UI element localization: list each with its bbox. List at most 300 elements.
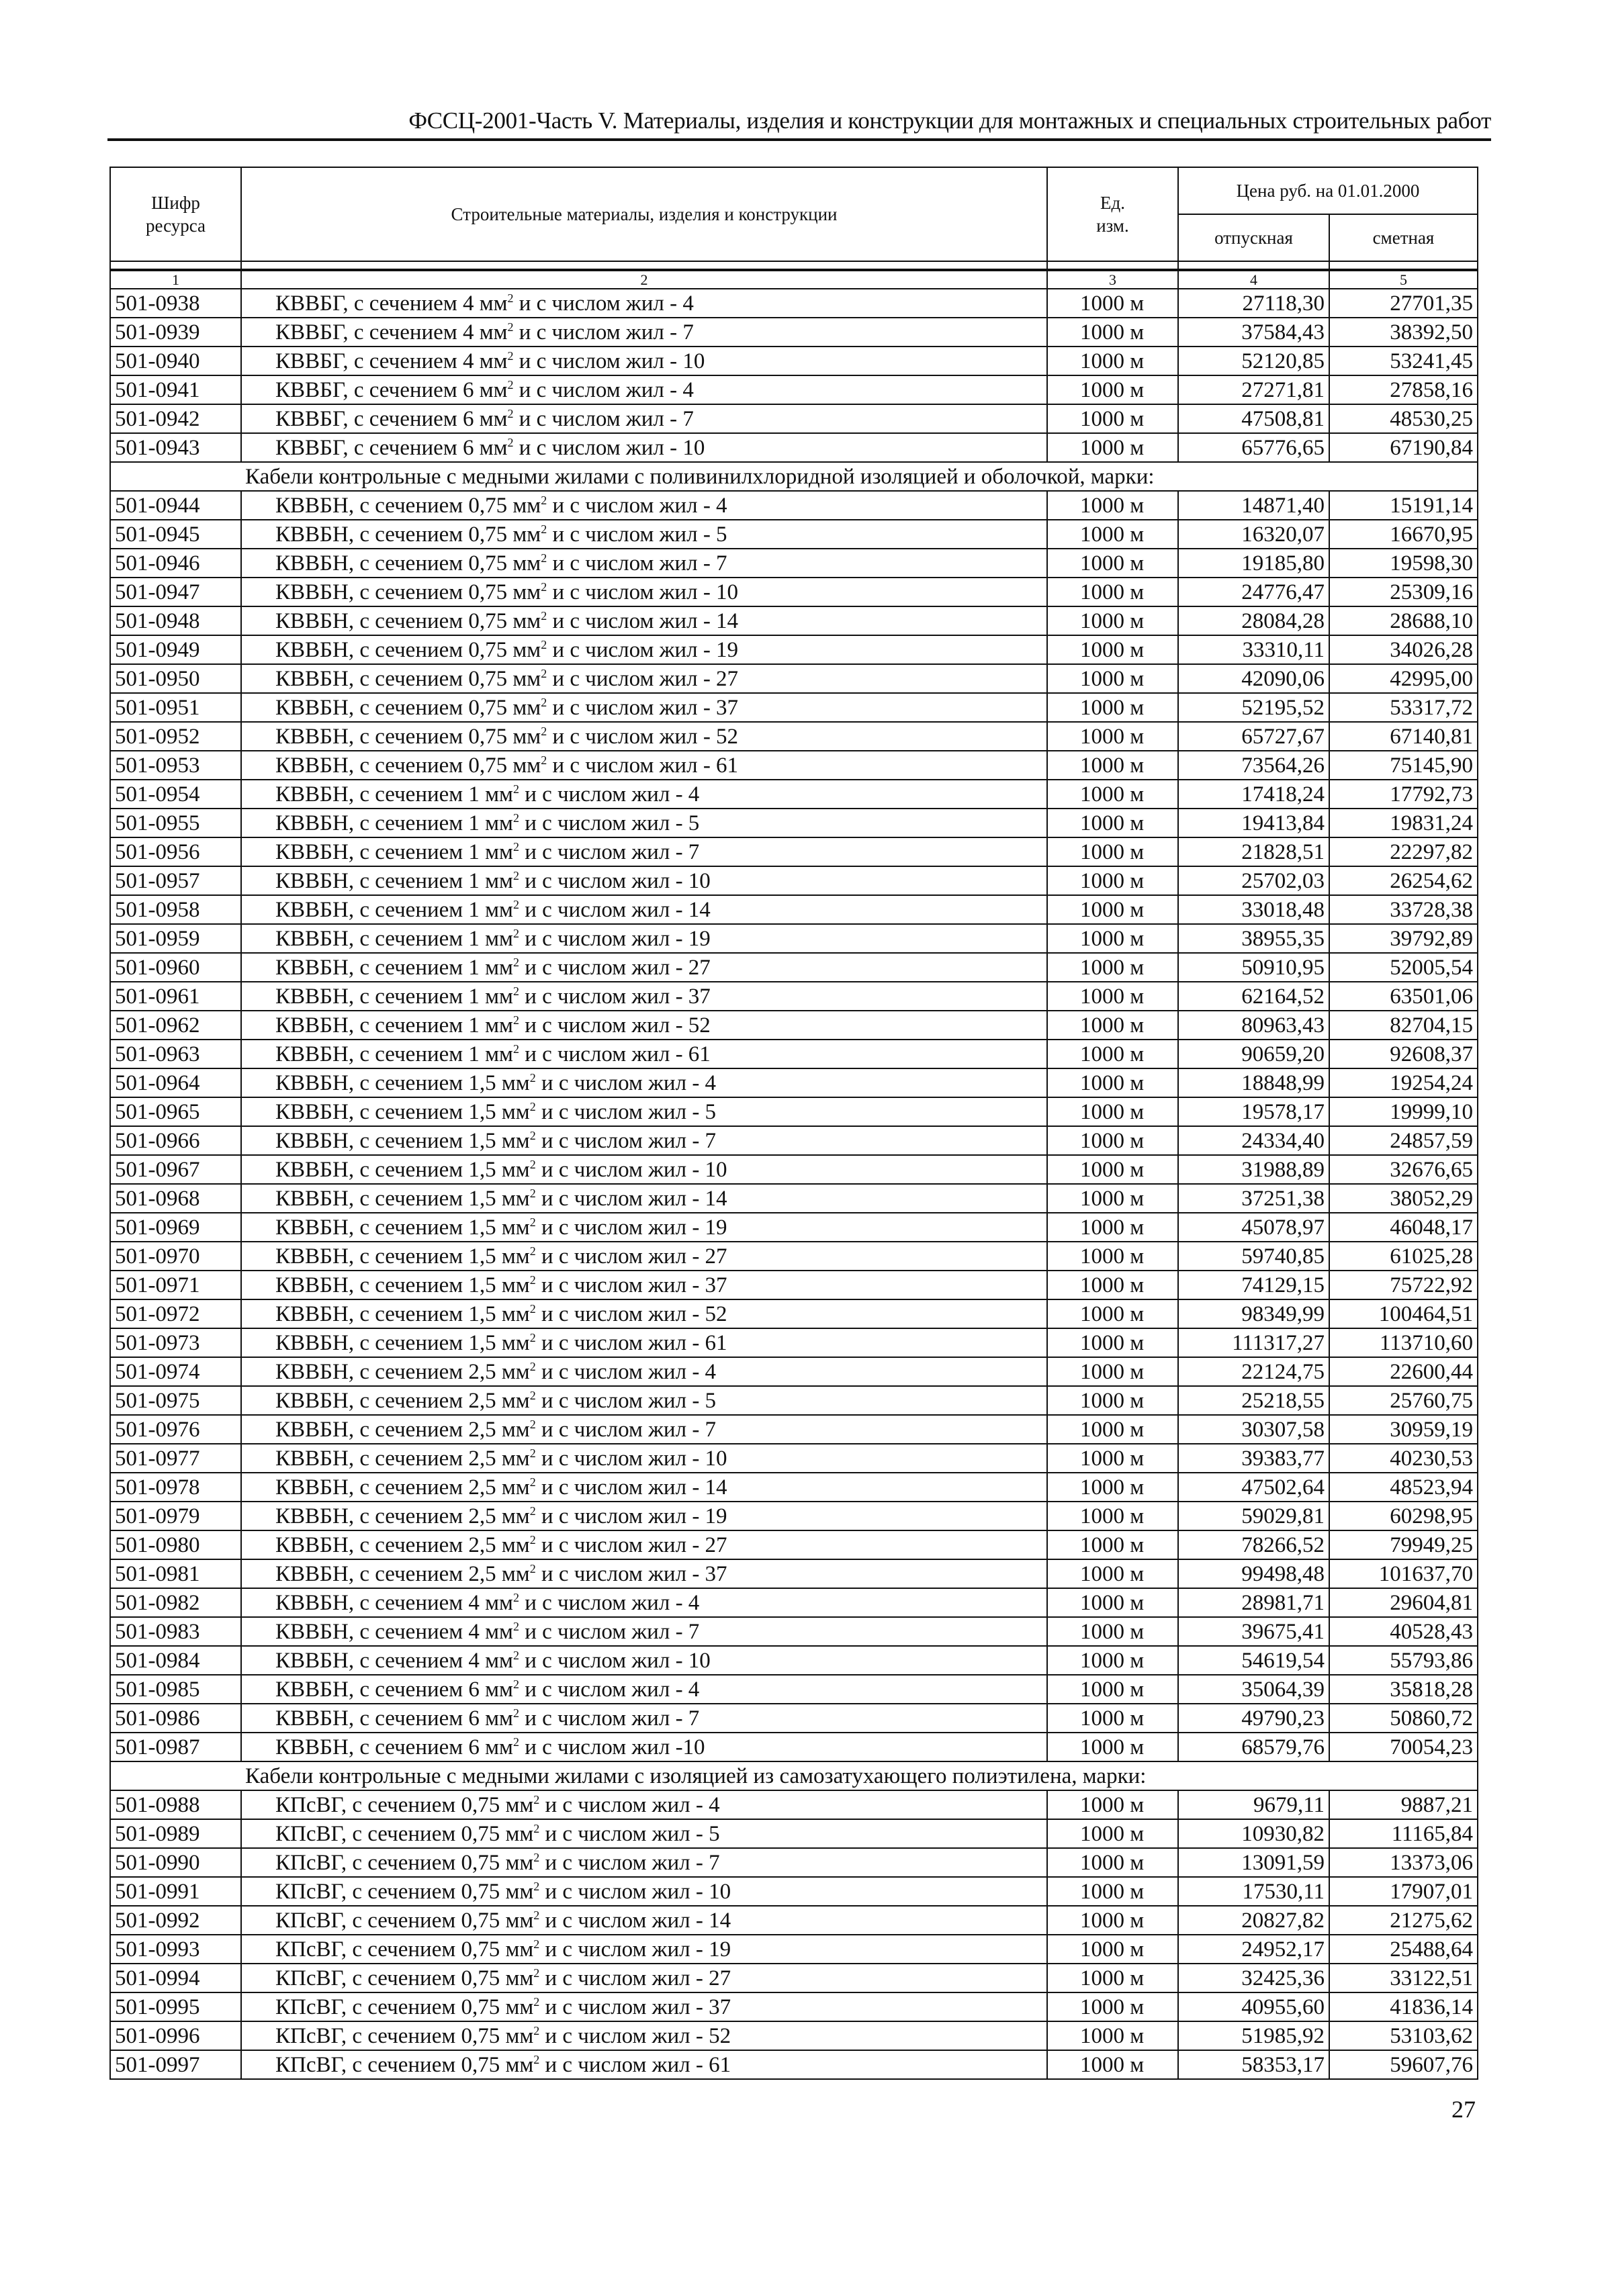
unit-of-measure: 1000 м <box>1047 1357 1178 1386</box>
material-name <box>241 751 1047 780</box>
material-name-text: КВВБН, с сечением 2,5 мм <box>275 1446 530 1471</box>
table-row <box>110 1444 1478 1473</box>
material-name-text: КПсВГ, с сечением 0,75 мм <box>275 1908 534 1933</box>
material-name-text: КВВБН, с сечением 6 мм <box>275 1677 513 1702</box>
unit-exponent: 2 <box>541 724 547 738</box>
material-name <box>241 520 1047 549</box>
resource-code: 501-0980 <box>110 1530 241 1559</box>
table-row <box>110 1790 1478 1819</box>
unit-of-measure: 1000 м <box>1047 1992 1178 2021</box>
resource-code: 501-0963 <box>110 1040 241 1068</box>
material-name-tail: и с числом жил - 7 <box>539 1850 720 1875</box>
unit-of-measure: 1000 м <box>1047 1444 1178 1473</box>
release-price: 111317,27 <box>1178 1328 1329 1357</box>
table-row <box>110 404 1478 433</box>
material-name <box>241 837 1047 866</box>
unit-of-measure: 1000 м <box>1047 2050 1178 2079</box>
unit-exponent: 2 <box>541 666 547 680</box>
unit-exponent: 2 <box>541 637 547 651</box>
unit-of-measure: 1000 м <box>1047 520 1178 549</box>
material-name <box>241 606 1047 635</box>
material-name-text: КВВБН, с сечением 0,75 мм <box>275 580 541 604</box>
table-row <box>110 606 1478 635</box>
table-row <box>110 1473 1478 1502</box>
estimate-price: 40230,53 <box>1329 1444 1478 1473</box>
resource-code: 501-0948 <box>110 606 241 635</box>
material-name <box>241 549 1047 578</box>
material-name-tail: и с числом жил - 7 <box>535 1128 717 1153</box>
running-header: ФССЦ-2001-Часть V. Материалы, изделия и конструкции для монтажных и специальных строительных работ <box>408 107 1491 134</box>
material-name-tail: и с числом жил - 4 <box>539 1792 720 1817</box>
release-price: 37251,38 <box>1178 1184 1329 1213</box>
unit-of-measure: 1000 м <box>1047 1299 1178 1328</box>
material-name-text: КВВБН, с сечением 0,75 мм <box>275 637 541 662</box>
estimate-price: 42995,00 <box>1329 664 1478 693</box>
estimate-price: 35818,28 <box>1329 1675 1478 1704</box>
estimate-price: 67190,84 <box>1329 433 1478 462</box>
unit-exponent: 2 <box>529 1475 536 1489</box>
material-name <box>241 1126 1047 1155</box>
estimate-price: 11165,84 <box>1329 1819 1478 1848</box>
unit-of-measure: 1000 м <box>1047 375 1178 404</box>
estimate-price: 55793,86 <box>1329 1646 1478 1675</box>
release-price: 33310,11 <box>1178 635 1329 664</box>
resource-code: 501-0977 <box>110 1444 241 1473</box>
material-name <box>241 2050 1047 2079</box>
unit-of-measure: 1000 м <box>1047 404 1178 433</box>
release-price: 28981,71 <box>1178 1588 1329 1617</box>
material-name-text: КПсВГ, с сечением 0,75 мм <box>275 1879 534 1904</box>
unit-of-measure: 1000 м <box>1047 347 1178 375</box>
unit-exponent: 2 <box>512 1706 519 1720</box>
release-price: 98349,99 <box>1178 1299 1329 1328</box>
material-name-tail: и с числом жил - 37 <box>547 695 739 720</box>
table-row <box>110 1040 1478 1068</box>
table-row <box>110 318 1478 347</box>
material-name <box>241 1068 1047 1097</box>
unit-of-measure: 1000 м <box>1047 2021 1178 2050</box>
material-name-text: КПсВГ, с сечением 0,75 мм <box>275 1966 534 1990</box>
material-name-text: КВВБН, с сечением 0,75 мм <box>275 695 541 720</box>
resource-code: 501-0945 <box>110 520 241 549</box>
unit-of-measure: 1000 м <box>1047 1386 1178 1415</box>
release-price: 65776,65 <box>1178 433 1329 462</box>
unit-exponent: 2 <box>512 1590 519 1604</box>
resource-code: 501-0994 <box>110 1964 241 1992</box>
material-name <box>241 953 1047 982</box>
release-price: 27271,81 <box>1178 375 1329 404</box>
unit-exponent: 2 <box>512 1735 519 1749</box>
material-name-text: КВВБН, с сечением 1,5 мм <box>275 1157 530 1182</box>
material-name-tail: и с числом жил - 7 <box>519 839 700 864</box>
resource-code: 501-0958 <box>110 895 241 924</box>
unit-exponent: 2 <box>529 1561 536 1575</box>
resource-code: 501-0968 <box>110 1184 241 1213</box>
release-price: 24952,17 <box>1178 1935 1329 1964</box>
material-name-tail: и с числом жил - 61 <box>535 1330 727 1355</box>
unit-exponent: 2 <box>507 377 514 392</box>
estimate-price: 13373,06 <box>1329 1848 1478 1877</box>
unit-of-measure: 1000 м <box>1047 1040 1178 1068</box>
resource-code: 501-0944 <box>110 491 241 520</box>
estimate-price: 19831,24 <box>1329 809 1478 837</box>
unit-exponent: 2 <box>529 1099 536 1113</box>
resource-code: 501-0943 <box>110 433 241 462</box>
material-name <box>241 1271 1047 1299</box>
material-name-text: КВВБН, с сечением 1,5 мм <box>275 1273 530 1297</box>
unit-exponent: 2 <box>512 1042 519 1056</box>
material-name <box>241 1733 1047 1761</box>
material-name-tail: и с числом жил - 27 <box>535 1244 727 1269</box>
unit-exponent: 2 <box>541 522 547 536</box>
material-name-text: КВВБГ, с сечением 4 мм <box>275 291 508 316</box>
estimate-price: 41836,14 <box>1329 1992 1478 2021</box>
material-name <box>241 982 1047 1011</box>
table-row <box>110 433 1478 462</box>
estimate-price: 53103,62 <box>1329 2021 1478 2050</box>
material-name-tail: и с числом жил - 37 <box>535 1273 727 1297</box>
material-name-text: КВВБН, с сечением 1,5 мм <box>275 1099 530 1124</box>
unit-exponent: 2 <box>529 1070 536 1085</box>
material-name-tail: и с числом жил - 61 <box>539 2052 731 2077</box>
material-name <box>241 1530 1047 1559</box>
unit-exponent: 2 <box>533 2052 540 2066</box>
resource-code: 501-0954 <box>110 780 241 809</box>
resource-code: 501-0985 <box>110 1675 241 1704</box>
unit-exponent: 2 <box>512 839 519 854</box>
unit-exponent: 2 <box>541 580 547 594</box>
material-name-text: КВВБН, с сечением 6 мм <box>275 1706 513 1731</box>
unit-of-measure: 1000 м <box>1047 1559 1178 1588</box>
unit-exponent: 2 <box>529 1215 536 1229</box>
table-row <box>110 1271 1478 1299</box>
material-name <box>241 1502 1047 1530</box>
material-name-text: КПсВГ, с сечением 0,75 мм <box>275 1850 534 1875</box>
table-row <box>110 1126 1478 1155</box>
material-name <box>241 1011 1047 1040</box>
table-row <box>110 1502 1478 1530</box>
material-name <box>241 1790 1047 1819</box>
material-name-tail: и с числом жил - 5 <box>547 522 727 547</box>
column-number: 1 <box>110 270 241 289</box>
unit-of-measure: 1000 м <box>1047 1068 1178 1097</box>
material-name <box>241 1906 1047 1935</box>
table-row <box>110 1068 1478 1097</box>
unit-of-measure: 1000 м <box>1047 722 1178 751</box>
table-row <box>110 1530 1478 1559</box>
material-name-text: КВВБН, с сечением 0,75 мм <box>275 666 541 691</box>
material-name <box>241 1588 1047 1617</box>
table-row <box>110 347 1478 375</box>
material-name-text: КВВБН, с сечением 6 мм <box>275 1735 513 1759</box>
estimate-price: 27701,35 <box>1329 289 1478 318</box>
estimate-price: 60298,95 <box>1329 1502 1478 1530</box>
material-name-tail: и с числом жил - 7 <box>519 1706 700 1731</box>
resource-code: 501-0953 <box>110 751 241 780</box>
unit-exponent: 2 <box>512 1619 519 1633</box>
material-name-text: КВВБН, с сечением 4 мм <box>275 1648 513 1673</box>
material-name-tail: и с числом жил - 10 <box>535 1446 727 1471</box>
release-price: 20827,82 <box>1178 1906 1329 1935</box>
table-row <box>110 1617 1478 1646</box>
material-name <box>241 1473 1047 1502</box>
table-row <box>110 751 1478 780</box>
unit-exponent: 2 <box>507 435 514 449</box>
material-name-tail: и с числом жил - 37 <box>535 1561 727 1586</box>
price-table <box>109 167 1478 2080</box>
table-row <box>110 578 1478 606</box>
estimate-price: 17907,01 <box>1329 1877 1478 1906</box>
unit-exponent: 2 <box>512 984 519 998</box>
table-row <box>110 1242 1478 1271</box>
estimate-price: 61025,28 <box>1329 1242 1478 1271</box>
resource-code: 501-0988 <box>110 1790 241 1819</box>
resource-code: 501-0959 <box>110 924 241 953</box>
release-price: 47508,81 <box>1178 404 1329 433</box>
resource-code: 501-0950 <box>110 664 241 693</box>
material-name-tail: и с числом жил - 7 <box>513 320 694 345</box>
material-name-tail: и с числом жил - 14 <box>519 897 711 922</box>
table-row <box>110 1415 1478 1444</box>
material-name-tail: и с числом жил - 4 <box>535 1359 717 1384</box>
resource-code: 501-0984 <box>110 1646 241 1675</box>
release-price: 19578,17 <box>1178 1097 1329 1126</box>
material-name-tail: и с числом жил - 4 <box>547 493 727 518</box>
material-name-text: КВВБН, с сечением 2,5 мм <box>275 1532 530 1557</box>
resource-code: 501-0989 <box>110 1819 241 1848</box>
unit-of-measure: 1000 м <box>1047 895 1178 924</box>
table-row <box>110 1704 1478 1733</box>
unit-exponent: 2 <box>512 782 519 796</box>
material-name-text: КВВБН, с сечением 2,5 мм <box>275 1561 530 1586</box>
release-price: 33018,48 <box>1178 895 1329 924</box>
table-row <box>110 1011 1478 1040</box>
material-name-tail: и с числом жил - 19 <box>535 1215 727 1240</box>
estimate-price: 100464,51 <box>1329 1299 1478 1328</box>
material-name <box>241 375 1047 404</box>
release-price: 99498,48 <box>1178 1559 1329 1588</box>
estimate-price: 22600,44 <box>1329 1357 1478 1386</box>
resource-code: 501-0938 <box>110 289 241 318</box>
resource-code: 501-0993 <box>110 1935 241 1964</box>
release-price: 74129,15 <box>1178 1271 1329 1299</box>
release-price: 50910,95 <box>1178 953 1329 982</box>
material-name-text: КВВБН, с сечением 0,75 мм <box>275 551 541 576</box>
estimate-price: 63501,06 <box>1329 982 1478 1011</box>
material-name-tail: и с числом жил - 37 <box>519 984 711 1009</box>
resource-code: 501-0990 <box>110 1848 241 1877</box>
estimate-price: 19999,10 <box>1329 1097 1478 1126</box>
resource-code: 501-0991 <box>110 1877 241 1906</box>
table-row <box>110 953 1478 982</box>
unit-of-measure: 1000 м <box>1047 1155 1178 1184</box>
table-row <box>110 1328 1478 1357</box>
material-name-text: КВВБН, с сечением 1 мм <box>275 782 513 807</box>
resource-code: 501-0976 <box>110 1415 241 1444</box>
material-name-tail: и с числом жил - 19 <box>547 637 739 662</box>
unit-of-measure: 1000 м <box>1047 1675 1178 1704</box>
material-name-text: КВВБН, с сечением 1 мм <box>275 1013 513 1038</box>
material-name-tail: и с числом жил - 52 <box>539 2023 731 2048</box>
material-name-tail: и с числом жил - 4 <box>513 291 694 316</box>
release-price: 19413,84 <box>1178 809 1329 837</box>
material-name <box>241 2021 1047 2050</box>
table-row <box>110 982 1478 1011</box>
unit-of-measure: 1000 м <box>1047 1415 1178 1444</box>
material-name-text: КПсВГ, с сечением 0,75 мм <box>275 2052 534 2077</box>
resource-code: 501-0972 <box>110 1299 241 1328</box>
section-heading: Кабели контрольные с медными жилами с поливинилхлоридной изоляцией и оболочкой, марки: <box>110 462 1478 491</box>
estimate-price: 59607,76 <box>1329 2050 1478 2079</box>
release-price: 49790,23 <box>1178 1704 1329 1733</box>
release-price: 10930,82 <box>1178 1819 1329 1848</box>
material-name <box>241 1415 1047 1444</box>
estimate-price: 21275,62 <box>1329 1906 1478 1935</box>
unit-exponent: 2 <box>512 1648 519 1662</box>
unit-exponent: 2 <box>533 1879 540 1893</box>
unit-exponent: 2 <box>507 406 514 420</box>
material-name-tail: и с числом жил - 4 <box>513 377 694 402</box>
unit-of-measure: 1000 м <box>1047 433 1178 462</box>
release-price: 25702,03 <box>1178 866 1329 895</box>
unit-of-measure: 1000 м <box>1047 1242 1178 1271</box>
table-row <box>110 1877 1478 1906</box>
table-row <box>110 549 1478 578</box>
resource-code: 501-0973 <box>110 1328 241 1357</box>
estimate-price: 40528,43 <box>1329 1617 1478 1646</box>
unit-exponent: 2 <box>533 1850 540 1864</box>
unit-of-measure: 1000 м <box>1047 1935 1178 1964</box>
estimate-price: 48530,25 <box>1329 404 1478 433</box>
material-name-tail: и с числом жил - 4 <box>519 1677 700 1702</box>
material-name <box>241 1675 1047 1704</box>
release-price: 68579,76 <box>1178 1733 1329 1761</box>
estimate-price: 75145,90 <box>1329 751 1478 780</box>
material-name-tail: и с числом жил -10 <box>519 1735 705 1759</box>
release-price: 65727,67 <box>1178 722 1329 751</box>
release-price: 45078,97 <box>1178 1213 1329 1242</box>
material-name <box>241 1704 1047 1733</box>
resource-code: 501-0996 <box>110 2021 241 2050</box>
unit-of-measure: 1000 м <box>1047 1213 1178 1242</box>
unit-of-measure: 1000 м <box>1047 751 1178 780</box>
material-name-text: КВВБН, с сечением 4 мм <box>275 1619 513 1644</box>
resource-code: 501-0983 <box>110 1617 241 1646</box>
resource-code: 501-0960 <box>110 953 241 982</box>
material-name <box>241 1992 1047 2021</box>
unit-of-measure: 1000 м <box>1047 693 1178 722</box>
unit-of-measure: 1000 м <box>1047 1646 1178 1675</box>
estimate-price: 33728,38 <box>1329 895 1478 924</box>
material-name <box>241 318 1047 347</box>
material-name-text: КВВБН, с сечением 1 мм <box>275 926 513 951</box>
section-heading-row <box>110 1761 1478 1790</box>
material-name-tail: и с числом жил - 10 <box>535 1157 727 1182</box>
unit-exponent: 2 <box>533 1966 540 1980</box>
table-row <box>110 664 1478 693</box>
unit-exponent: 2 <box>541 608 547 623</box>
material-name-tail: и с числом жил - 5 <box>539 1821 720 1846</box>
table-row <box>110 1646 1478 1675</box>
material-name-tail: и с числом жил - 19 <box>535 1504 727 1528</box>
table-row <box>110 1935 1478 1964</box>
material-name <box>241 491 1047 520</box>
material-name-tail: и с числом жил - 27 <box>519 955 711 980</box>
material-name-tail: и с числом жил - 10 <box>519 1648 711 1673</box>
release-price: 52120,85 <box>1178 347 1329 375</box>
table-row <box>110 1213 1478 1242</box>
resource-code: 501-0941 <box>110 375 241 404</box>
table-row <box>110 375 1478 404</box>
table-row <box>110 1097 1478 1126</box>
material-name-text: КВВБН, с сечением 1 мм <box>275 955 513 980</box>
unit-exponent: 2 <box>529 1157 536 1171</box>
estimate-price: 26254,62 <box>1329 866 1478 895</box>
estimate-price: 17792,73 <box>1329 780 1478 809</box>
table-row <box>110 780 1478 809</box>
material-name-tail: и с числом жил - 4 <box>519 782 700 807</box>
estimate-price: 38052,29 <box>1329 1184 1478 1213</box>
material-name-tail: и с числом жил - 7 <box>513 406 694 431</box>
section-heading: Кабели контрольные с медными жилами с изоляцией из самозатухающего полиэтилена, марки: <box>110 1761 1478 1790</box>
estimate-price: 39792,89 <box>1329 924 1478 953</box>
unit-of-measure: 1000 м <box>1047 1126 1178 1155</box>
table-row <box>110 693 1478 722</box>
unit-exponent: 2 <box>529 1244 536 1258</box>
material-name <box>241 1819 1047 1848</box>
material-name-tail: и с числом жил - 7 <box>547 551 727 576</box>
unit-exponent: 2 <box>507 320 514 334</box>
material-name-text: КПсВГ, с сечением 0,75 мм <box>275 1994 534 2019</box>
resource-code: 501-0997 <box>110 2050 241 2079</box>
unit-of-measure: 1000 м <box>1047 866 1178 895</box>
estimate-price: 25760,75 <box>1329 1386 1478 1415</box>
unit-exponent: 2 <box>529 1388 536 1402</box>
unit-exponent: 2 <box>529 1504 536 1518</box>
material-name-tail: и с числом жил - 14 <box>547 608 739 633</box>
header-price-release: отпускная <box>1178 214 1329 261</box>
unit-of-measure: 1000 м <box>1047 549 1178 578</box>
unit-exponent: 2 <box>541 493 547 507</box>
release-price: 16320,07 <box>1178 520 1329 549</box>
material-name <box>241 289 1047 318</box>
unit-of-measure: 1000 м <box>1047 1184 1178 1213</box>
resource-code: 501-0969 <box>110 1213 241 1242</box>
material-name-tail: и с числом жил - 14 <box>535 1475 727 1500</box>
estimate-price: 30959,19 <box>1329 1415 1478 1444</box>
unit-exponent: 2 <box>529 1128 536 1142</box>
material-name-text: КВВБГ, с сечением 6 мм <box>275 377 508 402</box>
material-name-text: КВВБН, с сечением 1 мм <box>275 984 513 1009</box>
material-name <box>241 1617 1047 1646</box>
release-price: 24776,47 <box>1178 578 1329 606</box>
unit-of-measure: 1000 м <box>1047 1877 1178 1906</box>
release-price: 78266,52 <box>1178 1530 1329 1559</box>
release-price: 47502,64 <box>1178 1473 1329 1502</box>
unit-of-measure: 1000 м <box>1047 1906 1178 1935</box>
material-name <box>241 1299 1047 1328</box>
release-price: 59740,85 <box>1178 1242 1329 1271</box>
material-name <box>241 1559 1047 1588</box>
estimate-price: 46048,17 <box>1329 1213 1478 1242</box>
material-name-tail: и с числом жил - 37 <box>539 1994 731 2019</box>
unit-of-measure: 1000 м <box>1047 1790 1178 1819</box>
release-price: 27118,30 <box>1178 289 1329 318</box>
material-name-text: КВВБН, с сечением 1 мм <box>275 811 513 835</box>
unit-of-measure: 1000 м <box>1047 578 1178 606</box>
estimate-price: 38392,50 <box>1329 318 1478 347</box>
resource-code: 501-0956 <box>110 837 241 866</box>
